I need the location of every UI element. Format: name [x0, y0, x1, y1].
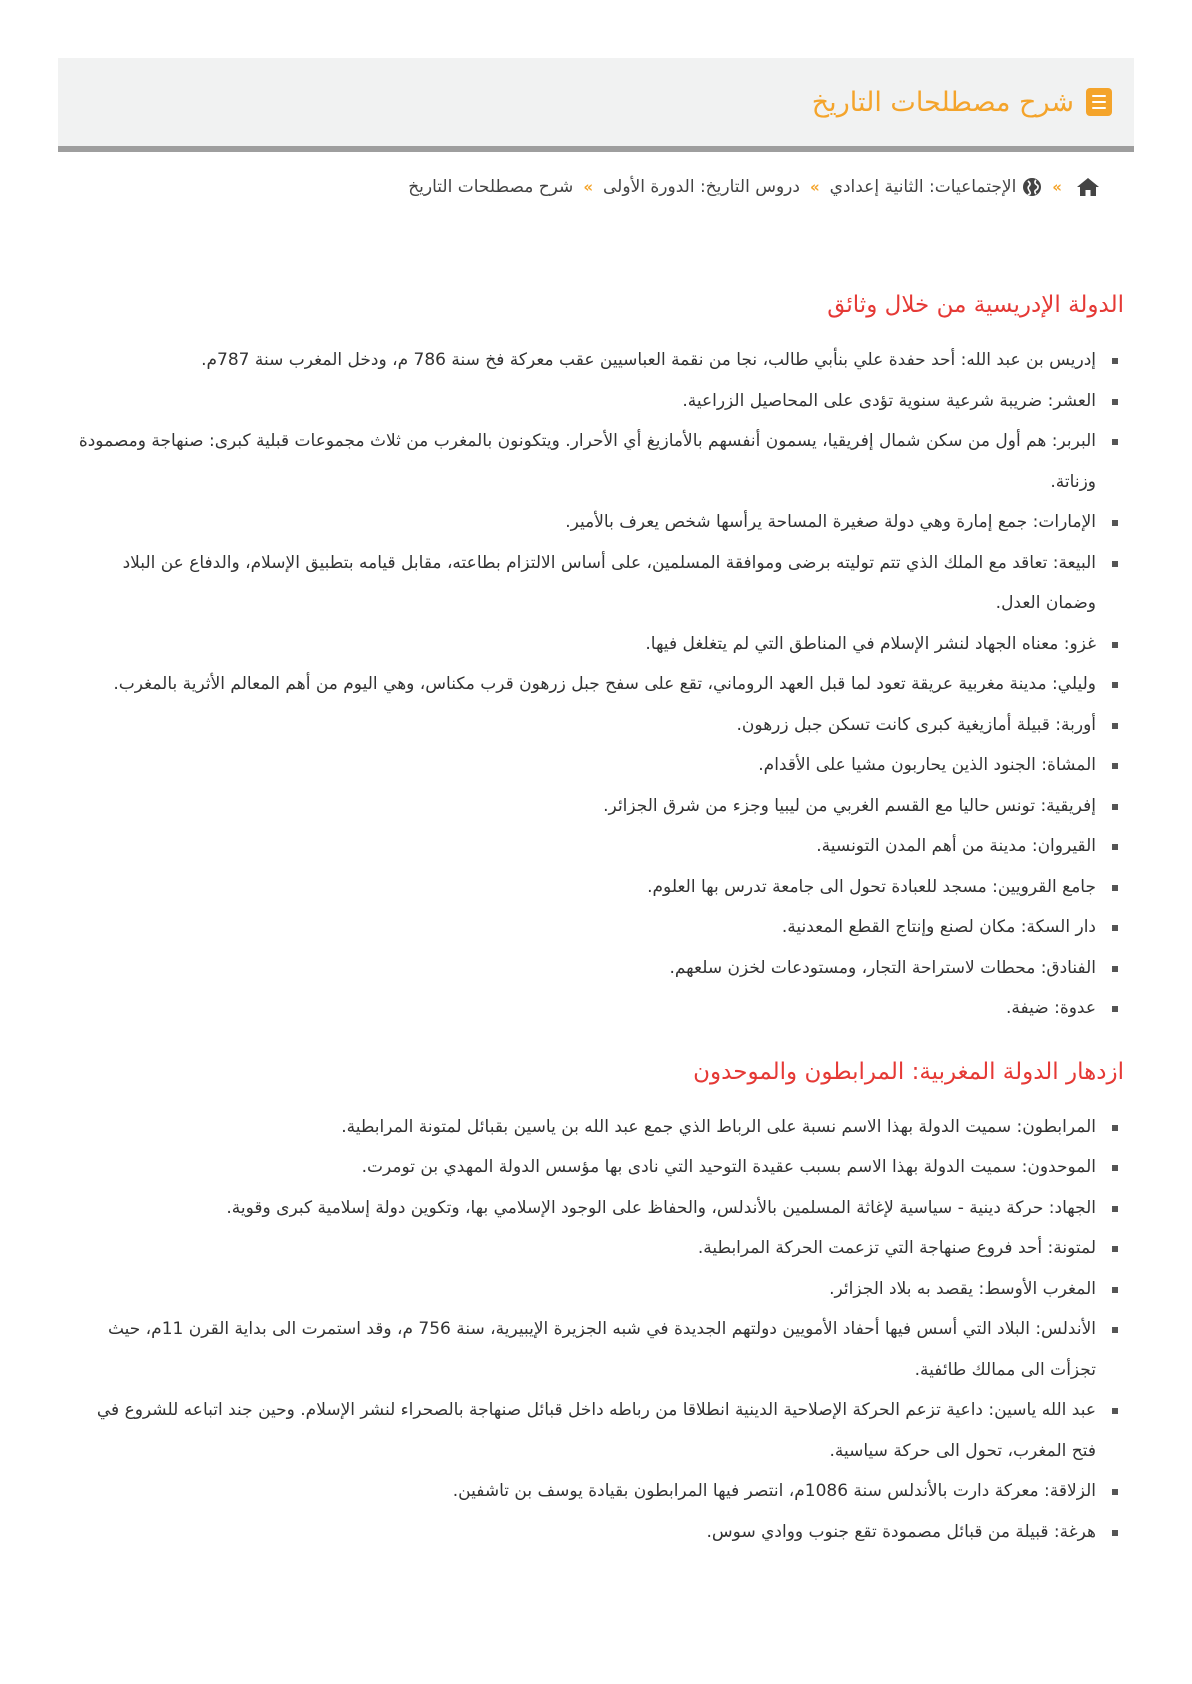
list-item: أوربة: قبيلة أمازيغية كبرى كانت تسكن جبل زرهون.: [78, 705, 1124, 746]
list-item: عبد الله ياسين: داعية تزعم الحركة الإصلاحية الدينية انطلاقا من رباطه داخل قبائل صنهاجة بالصحراء لنشر الإسلام. وحين جند اتباعه للشروع في فتح المغرب، تحول الى حركة سياسية.: [78, 1390, 1124, 1471]
list-item: الموحدون: سميت الدولة بهذا الاسم بسبب عقيدة التوحيد التي نادى بها مؤسس الدولة المهدي بن تومرت.: [78, 1147, 1124, 1188]
breadcrumb: [58, 170, 1100, 204]
list-item: لمتونة: أحد فروع صنهاجة التي تزعمت الحركة المرابطية.: [78, 1228, 1124, 1269]
list-item: الفنادق: محطات لاستراحة التجار، ومستودعات لخزن سلعهم.: [78, 948, 1124, 989]
list-item: البيعة: تعاقد مع الملك الذي تتم توليته برضى وموافقة المسلمين، على أساس الالتزام بطاعته، مقابل قيامه بتطبيق الإسلام، والدفاع عن البلاد وضمان العدل.: [78, 543, 1124, 624]
list-item: الإمارات: جمع إمارة وهي دولة صغيرة المساحة يرأسها شخص يعرف بالأمير.: [78, 502, 1124, 543]
list-item: القيروان: مدينة من أهم المدن التونسية.: [78, 826, 1124, 867]
breadcrumb-separator: »: [1052, 178, 1062, 196]
globe-icon: [1022, 177, 1042, 197]
list-item: المغرب الأوسط: يقصد به بلاد الجزائر.: [78, 1269, 1124, 1310]
article-content: [78, 288, 1124, 1552]
list-item: دار السكة: مكان لصنع وإنتاج القطع المعدنية.: [78, 907, 1124, 948]
list-item: إفريقية: تونس حاليا مع القسم الغربي من ليبيا وجزء من شرق الجزائر.: [78, 786, 1124, 827]
list-item: الزلاقة: معركة دارت بالأندلس سنة 1086م، انتصر فيها المرابطون بقيادة يوسف بن تاشفين.: [78, 1471, 1124, 1512]
page-header: [58, 58, 1134, 152]
breadcrumb-separator: »: [809, 178, 820, 196]
page-title: شرح مصطلحات التاريخ: [811, 86, 1074, 118]
list-item: الجهاد: حركة دينية - سياسية لإغاثة المسلمين بالأندلس، والحفاظ على الوجود الإسلامي بها، وتكوين دولة إسلامية كبرى وقوية.: [78, 1188, 1124, 1229]
breadcrumb-item-social-studies[interactable]: الإجتماعيات: الثانية إعدادي: [829, 177, 1017, 197]
list-item: المشاة: الجنود الذين يحاربون مشيا على الأقدام.: [78, 745, 1124, 786]
list-item: الأندلس: البلاد التي أسس فيها أحفاد الأمويين دولتهم الجديدة في شبه الجزيرة الإيبيرية، سنة 756 م، وقد استمرت الى بداية القرن 11م، حيث تجزأت الى ممالك طائفية.: [78, 1309, 1124, 1390]
list-item: جامع القرويين: مسجد للعبادة تحول الى جامعة تدرس بها العلوم.: [78, 867, 1124, 908]
list-item: غزو: معناه الجهاد لنشر الإسلام في المناطق التي لم يتغلغل فيها.: [78, 624, 1124, 665]
list-item: المرابطون: سميت الدولة بهذا الاسم نسبة على الرباط الذي جمع عبد الله بن ياسين بقبائل لمتونة المرابطية.: [78, 1107, 1124, 1148]
list-item: العشر: ضريبة شرعية سنوية تؤدى على المحاصيل الزراعية.: [78, 381, 1124, 422]
list-item: البربر: هم أول من سكن شمال إفريقيا، يسمون أنفسهم بالأمازيغ أي الأحرار. ويتكونون بالمغرب من ثلاث مجموعات قبلية كبرى: صنهاجة ومصمودة وزناتة.: [78, 421, 1124, 502]
term-list-almoravid-almohad: [78, 1107, 1124, 1553]
section-title-idrisid: الدولة الإدريسية من خلال وثائق: [827, 292, 1124, 318]
breadcrumb-separator: »: [583, 178, 594, 196]
list-item: هرغة: قبيلة من قبائل مصمودة تقع جنوب ووادي سوس.: [78, 1512, 1124, 1553]
document-list-icon: [1086, 88, 1112, 116]
list-item: عدوة: ضيفة.: [78, 988, 1124, 1029]
list-item: إدريس بن عبد الله: أحد حفدة علي بنأبي طالب، نجا من نقمة العباسيين عقب معركة فخ سنة 786 م، ودخل المغرب سنة 787م.: [78, 340, 1124, 381]
section-title-almoravid-almohad: ازدهار الدولة المغربية: المرابطون والموحدون: [693, 1058, 1124, 1085]
home-icon[interactable]: [1076, 177, 1100, 197]
term-list-idrisid: [78, 340, 1124, 1029]
list-item: وليلي: مدينة مغربية عريقة تعود لما قبل العهد الروماني، تقع على سفح جبل زرهون قرب مكناس، وهي اليوم من أهم المعالم الأثرية بالمغرب.: [78, 664, 1124, 705]
breadcrumb-item-current: شرح مصطلحات التاريخ: [408, 177, 574, 197]
breadcrumb-item-history-lessons[interactable]: دروس التاريخ: الدورة الأولى: [603, 177, 800, 197]
